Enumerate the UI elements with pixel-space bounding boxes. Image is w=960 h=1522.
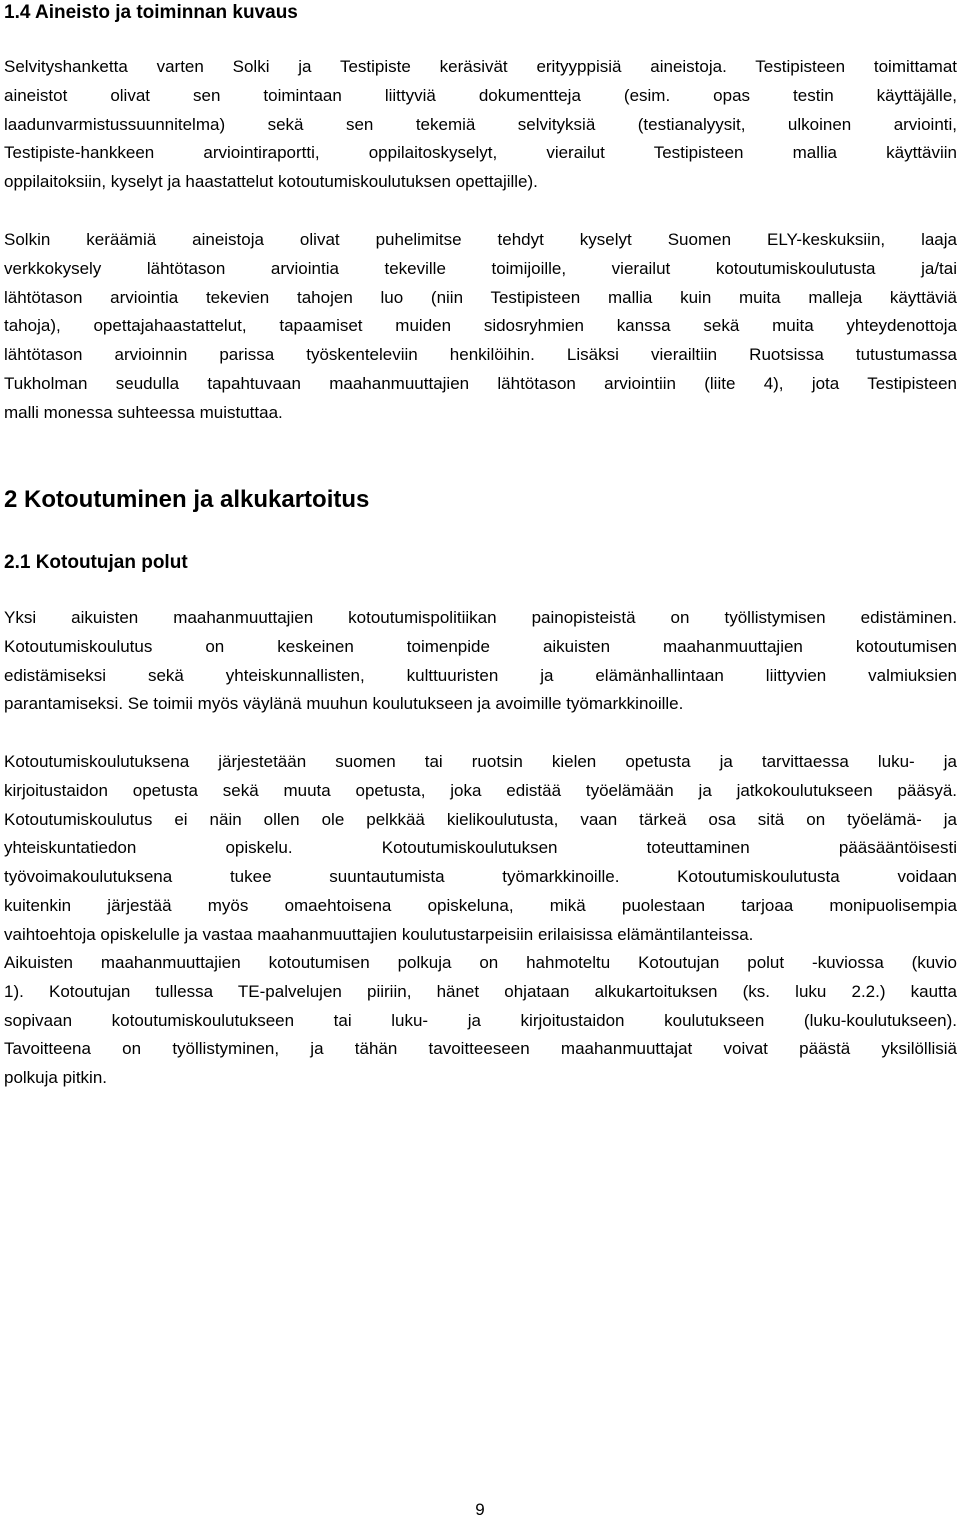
text-line: työvoimakoulutuksena tukee suuntautumista työmarkkinoille. Kotoutumiskoulutusta voidaan (4, 867, 957, 887)
text-line: Tavoitteena on työllistyminen, ja tähän tavoitteeseen maahanmuuttajat voivat päästä yksilöllisiä (4, 1039, 957, 1059)
text-line: Solkin keräämiä aineistoja olivat puhelimitse tehdyt kyselyt Suomen ELY-keskuksiin, laaja (4, 230, 957, 249)
paragraph-2-1-a (4, 604, 957, 719)
section-heading-1-4: 1.4 Aineisto ja toiminnan kuvaus (4, 2, 298, 23)
text-line: edistämiseksi sekä yhteiskunnallisten, kulttuuristen ja elämänhallintaan liittyvien valmiuksien (4, 665, 957, 685)
section-heading-2-1: 2.1 Kotoutujan polut (4, 552, 188, 573)
text-line: polkuja pitkin. (4, 1068, 108, 1088)
text-line: Kotoutumiskoulutuksena järjestetään suomen tai ruotsin kielen opetusta ja tarvittaessa luku- ja (4, 752, 957, 771)
text-line: vaihtoehtoja opiskelulle ja vastaa maahanmuuttajien koulutustarpeisiin erilaisissa elämäntilanteissa. (4, 924, 754, 944)
text-line: Selvityshanketta varten Solki ja Testipiste keräsivät erityyppisiä aineistoja. Testipisteen toimittamat (4, 57, 957, 76)
text-line: sopivaan kotoutumiskoulutukseen tai luku- ja kirjoitustaidon koulutukseen (luku-koulutukseen). (4, 1010, 957, 1030)
paragraph-2-1-b (4, 748, 957, 950)
text-line: Tukholman seudulla tapahtuvaan maahanmuuttajien lähtötason arviointiin (liite 4), jota Testipisteen (4, 373, 957, 393)
text-line: kuitenkin järjestää myös omaehtoisena opiskeluna, mikä puolestaan tarjoaa monipuolisempia (4, 895, 957, 915)
text-line: Kotoutumiskoulutus ei näin ollen ole pelkkää kielikoulutusta, vaan tärkeä osa sitä on työelämä- ja (4, 809, 957, 829)
paragraph-2-1-c (4, 949, 957, 1093)
text-line: lähtötason arvioinnin parissa työskenteleviin henkilöihin. Lisäksi vierailtiin Ruotsissa tutustumassa (4, 345, 957, 365)
text-line: Yksi aikuisten maahanmuuttajien kotoutumispolitiikan painopisteistä on työllistymisen edistäminen. (4, 608, 957, 627)
text-line: kirjoitustaidon opetusta sekä muuta opetusta, joka edistää työelämään ja jatkokoulutukseen pääsyä. (4, 780, 957, 800)
text-line: parantamiseksi. Se toimii myös väylänä muuhun koulutukseen ja avoimille työmarkkinoille. (4, 694, 684, 714)
text-line: laadunvarmistussuunnitelma) sekä sen tekemiä selvityksiä (testianalyysit, ulkoinen arviointi, (4, 114, 957, 134)
paragraph-1-4-a (4, 53, 957, 197)
text-line: Kotoutumiskoulutus on keskeinen toimenpide aikuisten maahanmuuttajien kotoutumisen (4, 636, 957, 656)
text-line: oppilaitoksiin, kyselyt ja haastattelut kotoutumiskoulutuksen opettajille). (4, 172, 538, 192)
text-line: Testipiste-hankkeen arviointiraportti, oppilaitoskyselyt, vierailut Testipisteen mallia käyttäviin (4, 143, 957, 163)
text-line: Aikuisten maahanmuuttajien kotoutumisen polkuja on hahmoteltu Kotoutujan polut -kuviossa (kuvio (4, 953, 957, 972)
text-line: verkkokysely lähtötason arviointia tekeville toimijoille, vierailut kotoutumiskoulutusta ja/tai (4, 258, 957, 278)
text-line: tahoja), opettajahaastattelut, tapaamiset muiden sidosryhmien kanssa sekä muita yhteydenottoja (4, 316, 957, 336)
text-line: lähtötason arviointia tekevien tahojen luo (niin Testipisteen mallia kuin muita malleja käyttäviä (4, 287, 957, 307)
text-line: yhteiskuntatiedon opiskelu. Kotoutumiskoulutuksen toteuttaminen pääsääntöisesti (4, 838, 957, 858)
chapter-heading-2: 2 Kotoutuminen ja alkukartoitus (4, 486, 370, 513)
paragraph-1-4-b (4, 226, 957, 428)
text-line: aineistot olivat sen toimintaan liittyviä dokumentteja (esim. opas testin käyttäjälle, (4, 85, 957, 105)
text-line: malli monessa suhteessa muistuttaa. (4, 402, 283, 422)
page-number: 9 (475, 1500, 485, 1519)
text-line: 1). Kotoutujan tullessa TE-palvelujen piiriin, hänet ohjataan alkukartoituksen (ks. luku 2.2.) kautta (4, 981, 957, 1001)
